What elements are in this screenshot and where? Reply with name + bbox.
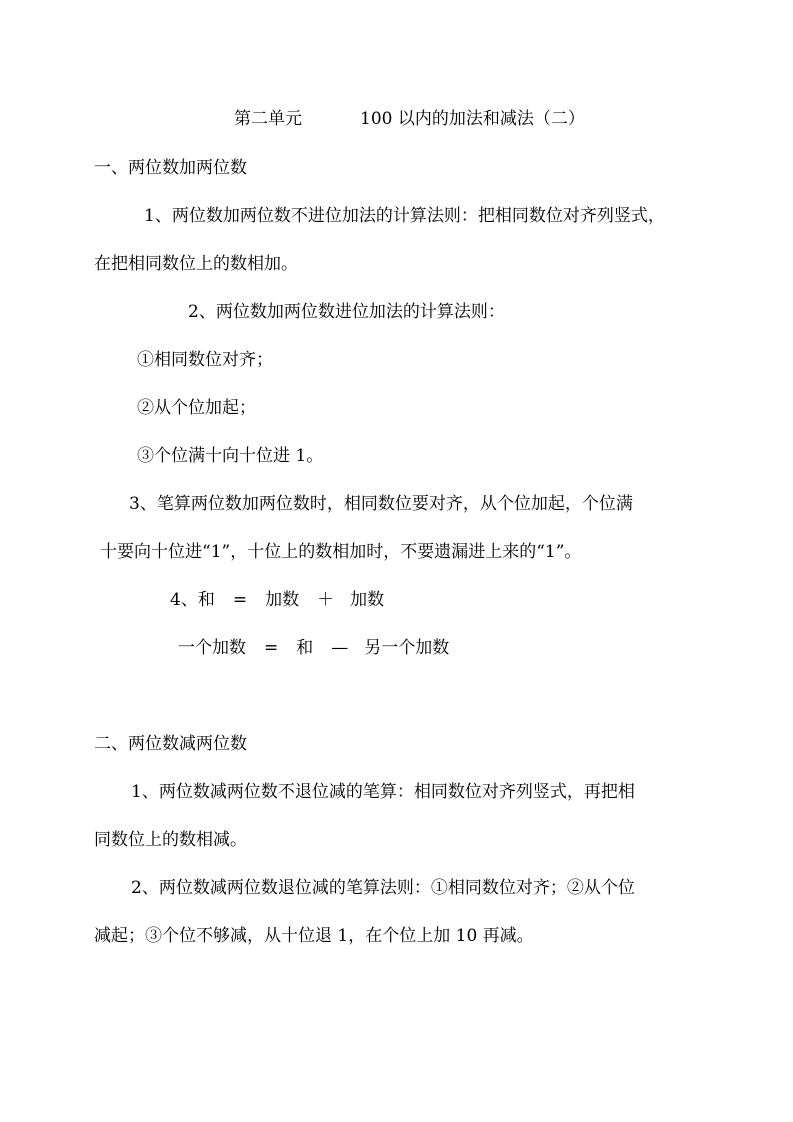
formula-sum-op: ＋ [317,590,335,610]
formula-sum-b: 加数 [350,590,385,610]
rule-2-step-2: ②从个位加起； [137,398,256,418]
rule-2-line-1: 2、两位数加两位数进位加法的计算法则： [188,302,505,322]
formula-sum-left: 和 [197,590,215,610]
section-heading-text: 二、两位数减两位数 [94,734,247,754]
sub-rule-1-line-1: 1、两位数减两位数不退位减的笔算：相同数位对齐列竖式，再把相 [131,782,635,802]
title-unit: 第二单元 [234,109,302,129]
section-heading-text: 一、两位数加两位数 [94,158,247,178]
rule-2-step-3: ③个位满十向十位进 1。 [137,446,324,466]
formula-sum-prefix: 4、 [170,590,198,610]
formula-addend-a: 和 [296,638,314,658]
title-topic: 100 以内的加法和减法（二） [360,109,585,129]
rule-2-step-1: ①相同数位对齐； [137,350,273,370]
sub-rule-1-line-2: 同数位上的数相减。 [94,830,247,850]
sub-rule-2-line-2: 减起；③个位不够减，从十位退 1，在个位上加 10 再减。 [94,926,534,946]
rule-1-line-2: 在把相同数位上的数相加。 [94,254,298,274]
formula-sum [170,589,384,611]
rule-3-line-1: 3、笔算两位数加两位数时，相同数位要对齐，从个位加起，个位满 [129,494,633,514]
formula-addend-left: 一个加数 [178,638,246,658]
formula-addend-b: 另一个加数 [364,638,450,658]
formula-addend-eq: = [264,638,279,658]
page-title [234,108,585,130]
formula-sum-eq: = [232,590,248,610]
formula-sum-a: 加数 [265,590,300,610]
formula-addend [178,637,449,659]
rule-3-line-2: 十要向十位进“1”，十位上的数相加时，不要遗漏进上来的“1”。 [100,542,582,562]
section-heading-subtraction [94,733,247,755]
section-heading-addition [94,157,247,179]
formula-addend-op: — [331,638,349,658]
rule-1-line-1: 1、两位数加两位数不进位加法的计算法则：把相同数位对齐列竖式， [144,206,665,226]
sub-rule-2-line-1: 2、两位数减两位数退位减的笔算法则：①相同数位对齐；②从个位 [131,878,635,898]
